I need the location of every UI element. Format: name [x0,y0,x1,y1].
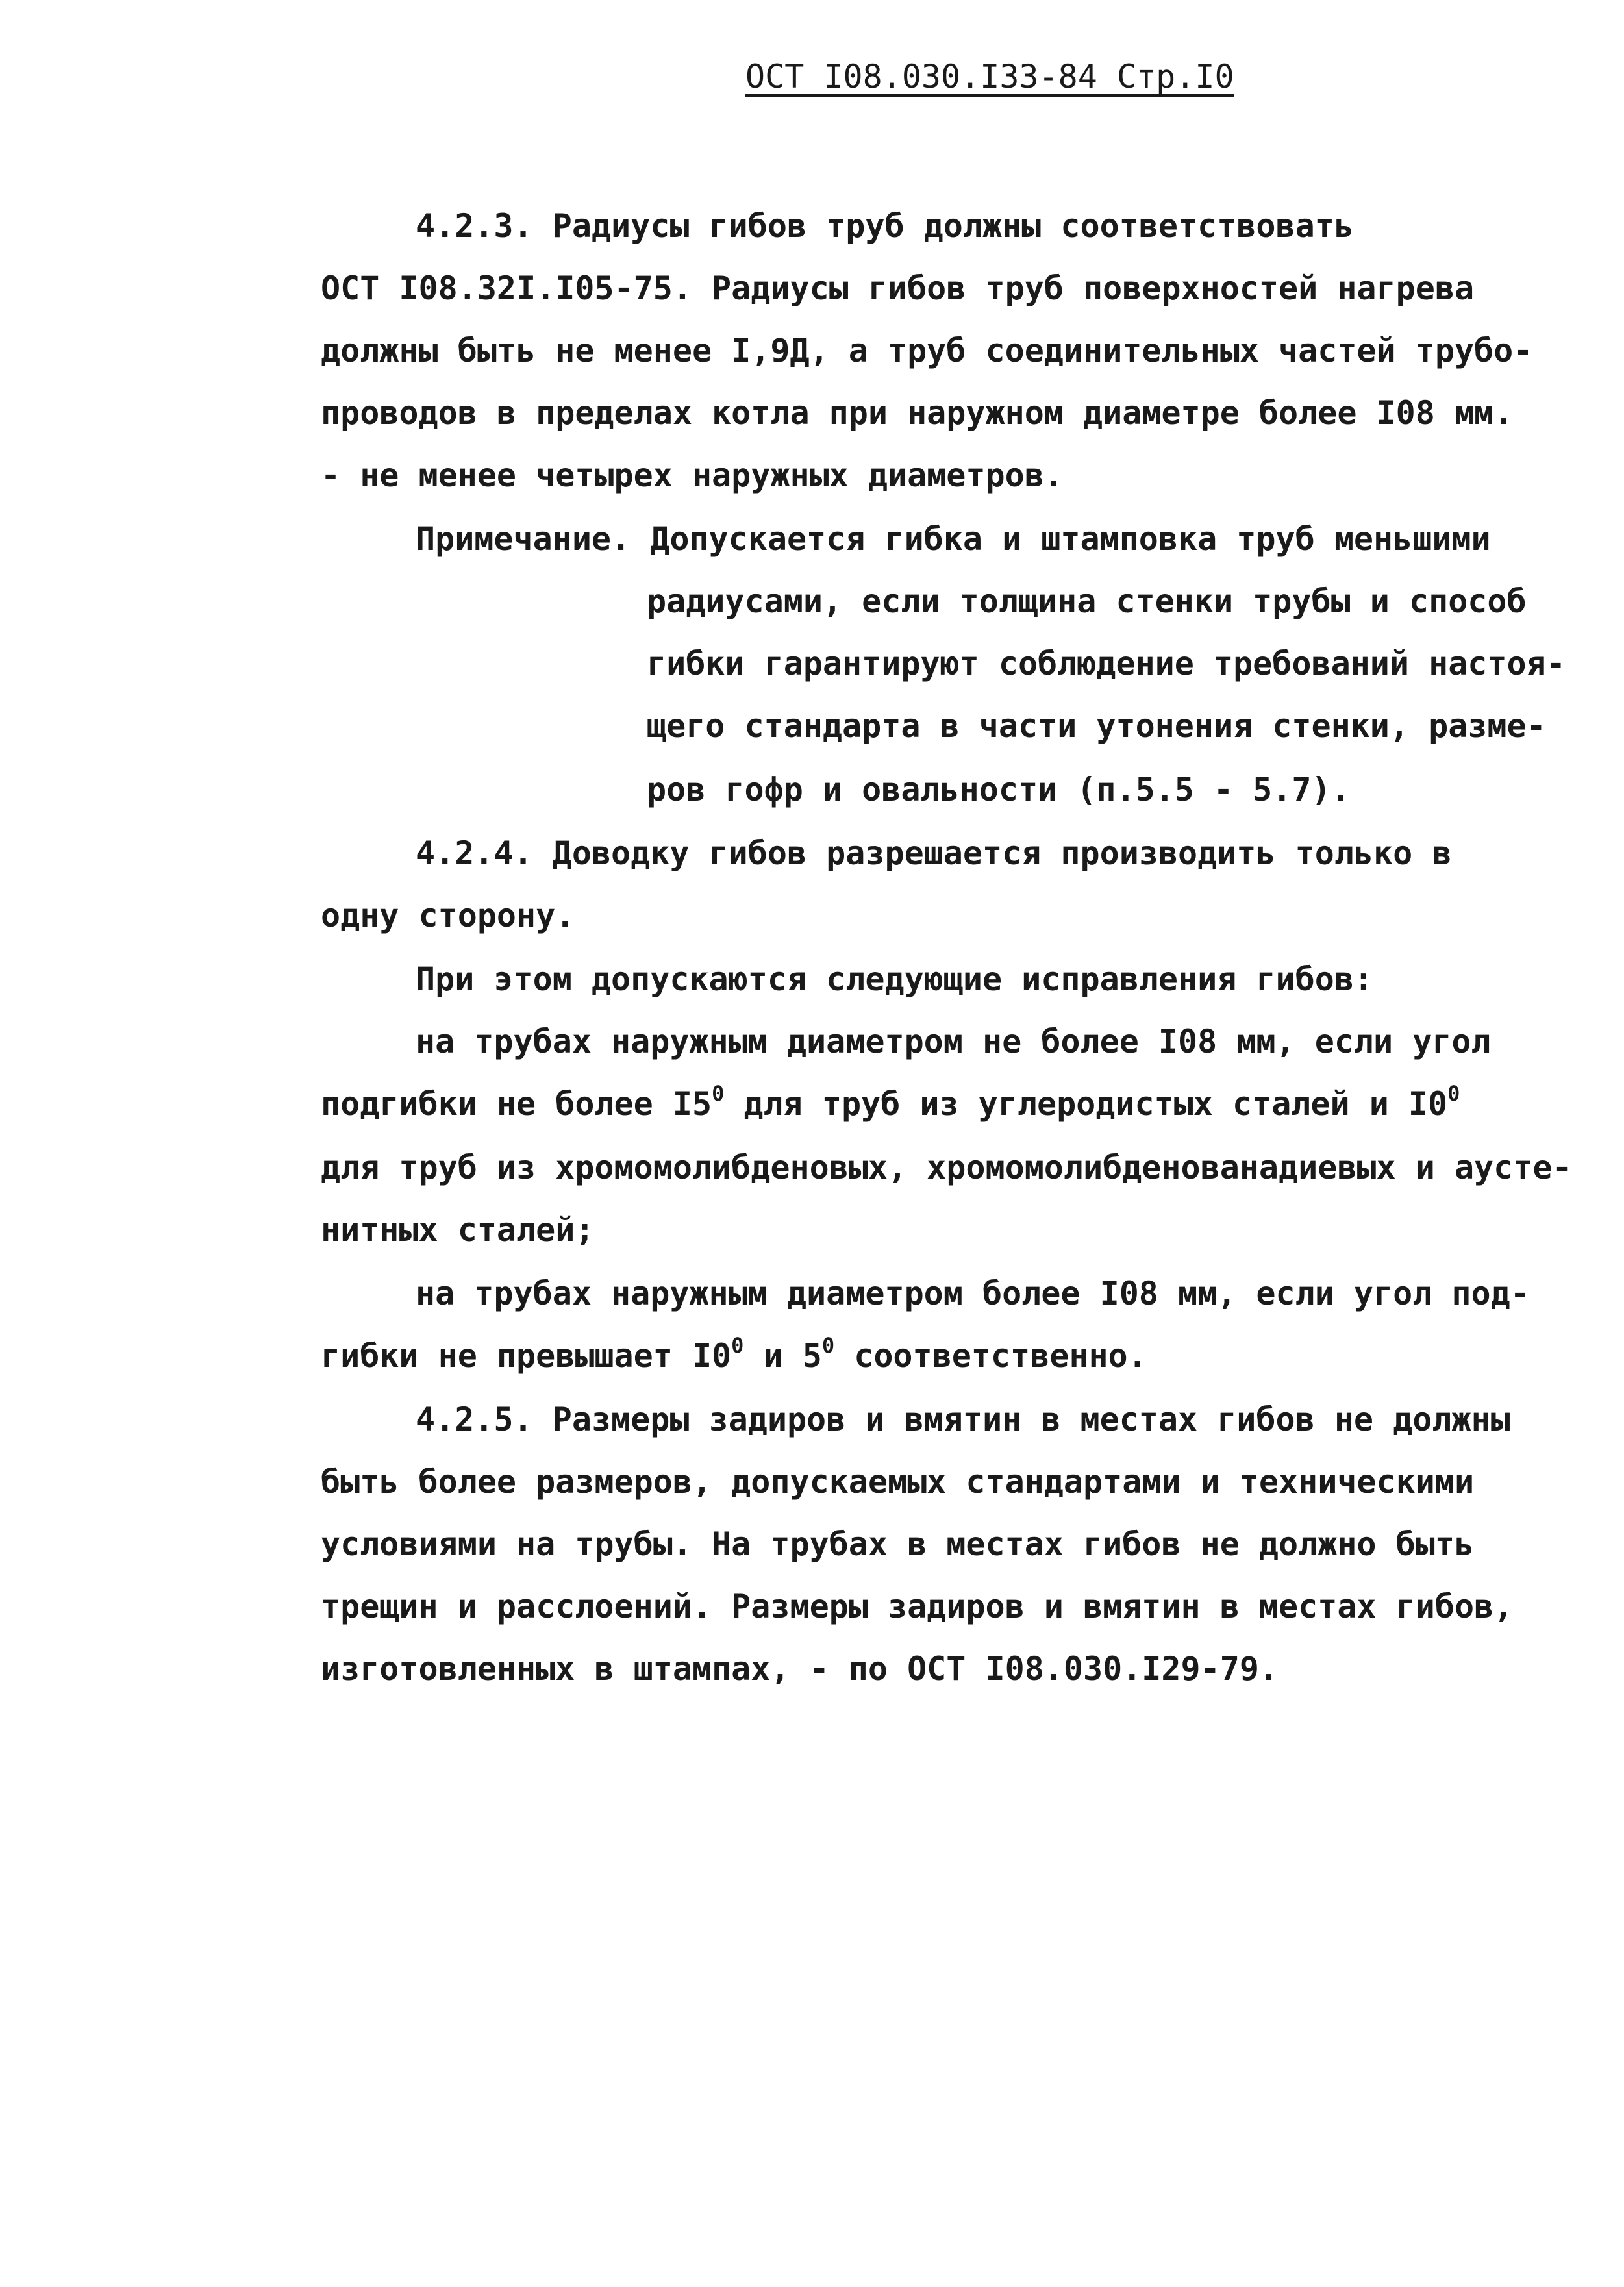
note-line: Примечание. Допускается гибка и штамповка труб меньшими [416,520,1491,558]
text-line: - не менее четырех наружных диаметров. [321,456,1064,494]
text-line: условиями на трубы. На трубах в местах гибов не должно быть [321,1525,1475,1563]
degree-superscript: 0 [731,1333,744,1358]
degree-superscript: 0 [821,1333,835,1358]
text-line: одну сторону. [321,897,575,934]
text-line: нитных сталей; [321,1211,595,1249]
page-header: ОСТ I08.030.I33-84 Стр.I0 [745,58,1234,95]
text-line: ОСТ I08.32I.I05-75. Радиусы гибов труб поверхностей нагрева [321,269,1475,307]
text-fragment: и 5 [743,1337,822,1375]
text-fragment: подгибки не более I5 [321,1085,712,1123]
text-line: трещин и расслоений. Размеры задиров и вмятин в местах гибов, [321,1588,1514,1625]
degree-superscript: 0 [712,1081,725,1106]
degree-superscript: 0 [1447,1081,1460,1106]
text-fragment: соответственно. [834,1337,1147,1375]
text-fragment: гибки не превышает I0 [321,1337,732,1375]
note-line: щего стандарта в части утонения стенки, разме- [647,707,1546,745]
text-line: 4.2.4. Доводку гибов разрешается производить только в [416,834,1452,872]
text-fragment: для труб из углеродистых сталей и I0 [724,1085,1448,1123]
text-line: быть более размеров, допускаемых стандартами и техническими [321,1463,1475,1501]
text-line: для труб из хромомолибденовых, хромомолибденованадиевых и аусте- [321,1149,1572,1186]
text-line: При этом допускаются следующие исправления гибов: [416,960,1374,998]
text-line: проводов в пределах котла при наружном диаметре более I08 мм. [321,394,1514,432]
text-line: изготовленных в штампах, - по ОСТ I08.030.I29-79. [321,1650,1279,1688]
text-line: должны быть не менее I,9Д, а труб соединительных частей трубо- [321,332,1533,369]
text-line [321,1333,1147,1375]
text-line: на трубах наружным диаметром не более I08 мм, если угол [416,1023,1491,1060]
note-line: ров гофр и овальности (п.5.5 - 5.7). [647,771,1351,808]
note-line: гибки гарантируют соблюдение требований настоя- [647,645,1566,682]
note-line: радиусами, если толщина стенки трубы и способ [647,582,1527,620]
text-line: на трубах наружным диаметром более I08 мм, если угол под- [416,1275,1530,1312]
text-line [321,1081,1460,1123]
text-line: 4.2.5. Размеры задиров и вмятин в местах гибов не должны [416,1401,1510,1438]
text-line: 4.2.3. Радиусы гибов труб должны соответствовать [416,207,1354,245]
